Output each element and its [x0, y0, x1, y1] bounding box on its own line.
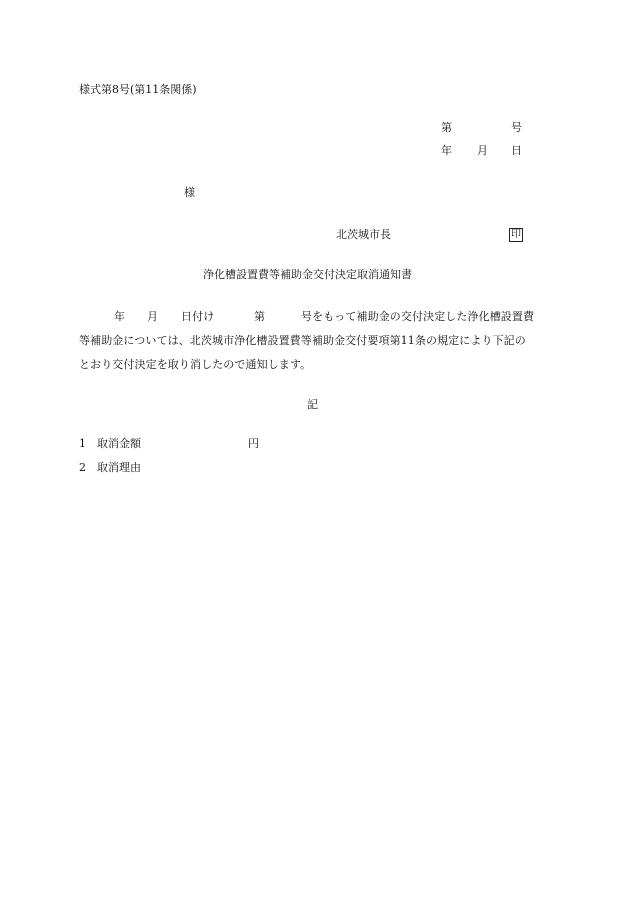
item-2-number: 2: [79, 461, 86, 474]
addressee-suffix: 様: [184, 186, 195, 199]
item-1-number: 1: [79, 437, 86, 450]
doc-date-day: 日: [511, 144, 522, 157]
body-date-month: 月: [147, 310, 159, 323]
doc-number-suffix: 号: [511, 121, 522, 134]
item-1-label: 取消金額: [97, 437, 141, 450]
form-label: 様式第8号(第11条関係): [79, 83, 197, 96]
document-title: 浄化槽設置費等補助金交付決定取消通知書: [203, 268, 412, 281]
seal-stamp: 印: [511, 229, 521, 240]
body-line3-text: とおり交付決定を取り消したので通知します。: [79, 358, 312, 371]
body-line2-text: 等補助金については、北茨城市浄化槽設置費等補助金交付要項第11条の規定により下記の: [79, 334, 526, 347]
doc-number-prefix: 第: [441, 121, 452, 134]
body-date-year: 年: [114, 310, 126, 323]
issuer-name: 北茨城市長: [336, 228, 391, 241]
body-line1-text: 号をもって補助金の交付決定した浄化槽設置費: [301, 310, 535, 323]
item-2-label: 取消理由: [97, 461, 141, 474]
ki-heading: 記: [307, 398, 318, 411]
body-number-prefix: 第: [254, 310, 266, 323]
item-1-unit: 円: [248, 437, 259, 450]
doc-date-year: 年: [441, 144, 452, 157]
body-date-day: 日付け: [181, 310, 215, 323]
doc-date-month: 月: [477, 144, 488, 157]
